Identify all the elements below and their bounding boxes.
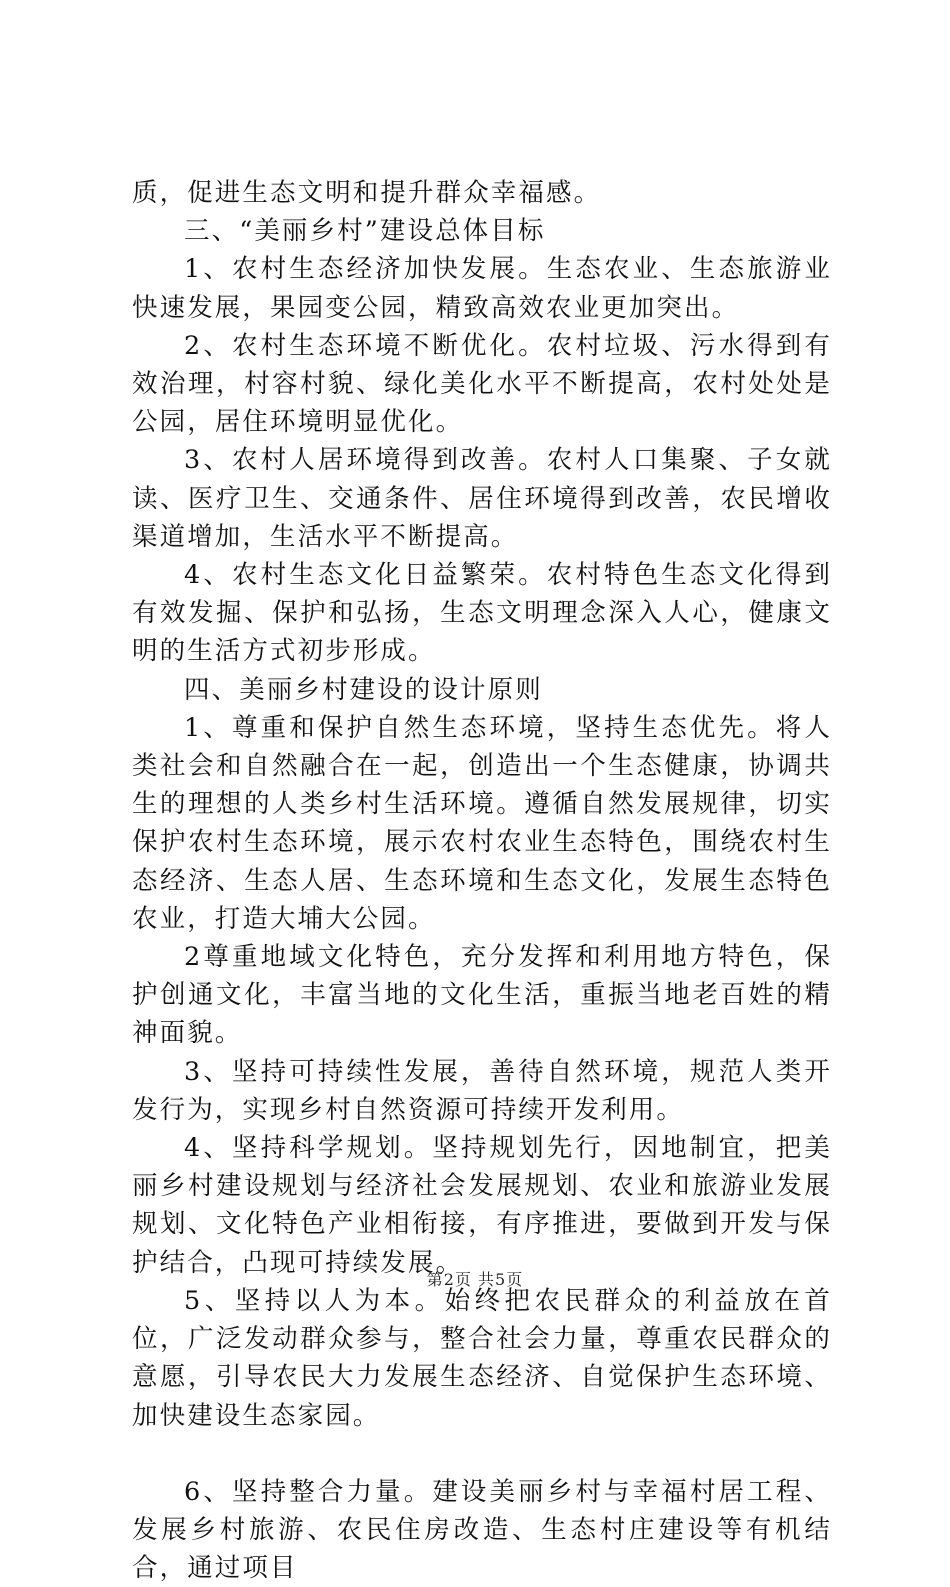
paragraph-continuation: 质，促进生态文明和提升群众幸福感。 [132,178,602,208]
paragraph-gap [132,1435,832,1473]
goal-item-1: 1、农村生态经济加快发展。生态农业、生态旅游业快速发展，果园变公园，精致高效农业更加突出。 [132,254,832,323]
goal-item-3: 3、农村人居环境得到改善。农村人口集聚、子女就读、医疗卫生、交通条件、居住环境得到改善，农民增收渠道增加，生活水平不断提高。 [132,445,832,552]
principle-item-2: 2尊重地域文化特色，充分发挥和利用地方特色，保护创通文化，丰富当地的文化生活，重振当地老百姓的精神面貌。 [132,942,832,1049]
principle-item-3: 3、坚持可持续性发展，善待自然环境，规范人类开发行为，实现乡村自然资源可持续开发利用。 [132,1056,832,1125]
page-number-footer: 第2页 共5页 [426,1270,524,1289]
goal-item-4: 4、农村生态文化日益繁荣。农村特色生态文化得到有效发掘、保护和弘扬，生态文明理念深入人心，健康文明的生活方式初步形成。 [132,560,832,667]
principle-item-1: 1、尊重和保护自然生态环境，坚持生态优先。将人类社会和自然融合在一起，创造出一个生态健康，协调共生的理想的人类乡村生活环境。遵循自然发展规律，切实保护农村生态环境，展示农村农业生态特色，围绕农村生态经济、生态人居、生态环境和生态文化，发展生态特色农业，打造大埔大公园。 [132,712,832,934]
principle-item-6: 6、坚持整合力量。建设美丽乡村与幸福村居工程、发展乡村旅游、农民住房改造、生态村庄建设等有机结合，通过项目 [132,1476,832,1584]
goal-item-2: 2、农村生态环境不断优化。农村垃圾、污水得到有效治理，村容村貌、绿化美化水平不断提高，农村处处是公园，居住环境明显优化。 [132,330,832,438]
principle-item-4: 4、坚持科学规划。坚持规划先行，因地制宜，把美丽乡村建设规划与经济社会发展规划、农业和旅游业发展规划、文化特色产业相衔接，有序推进，要做到开发与保护结合，凸现可持续发展。 [132,1133,832,1278]
document-body [132,174,832,1587]
section-heading-4: 四、美丽乡村建设的设计原则 [184,674,543,705]
section-heading-3: 三、“美丽乡村”建设总体目标 [184,216,546,247]
principle-item-5: 5、坚持以人为本。始终把农民群众的利益放在首位，广泛发动群众参与，整合社会力量，尊重农民群众的意愿，引导农民大力发展生态经济、自觉保护生态环境、加快建设生态家园。 [132,1285,832,1431]
